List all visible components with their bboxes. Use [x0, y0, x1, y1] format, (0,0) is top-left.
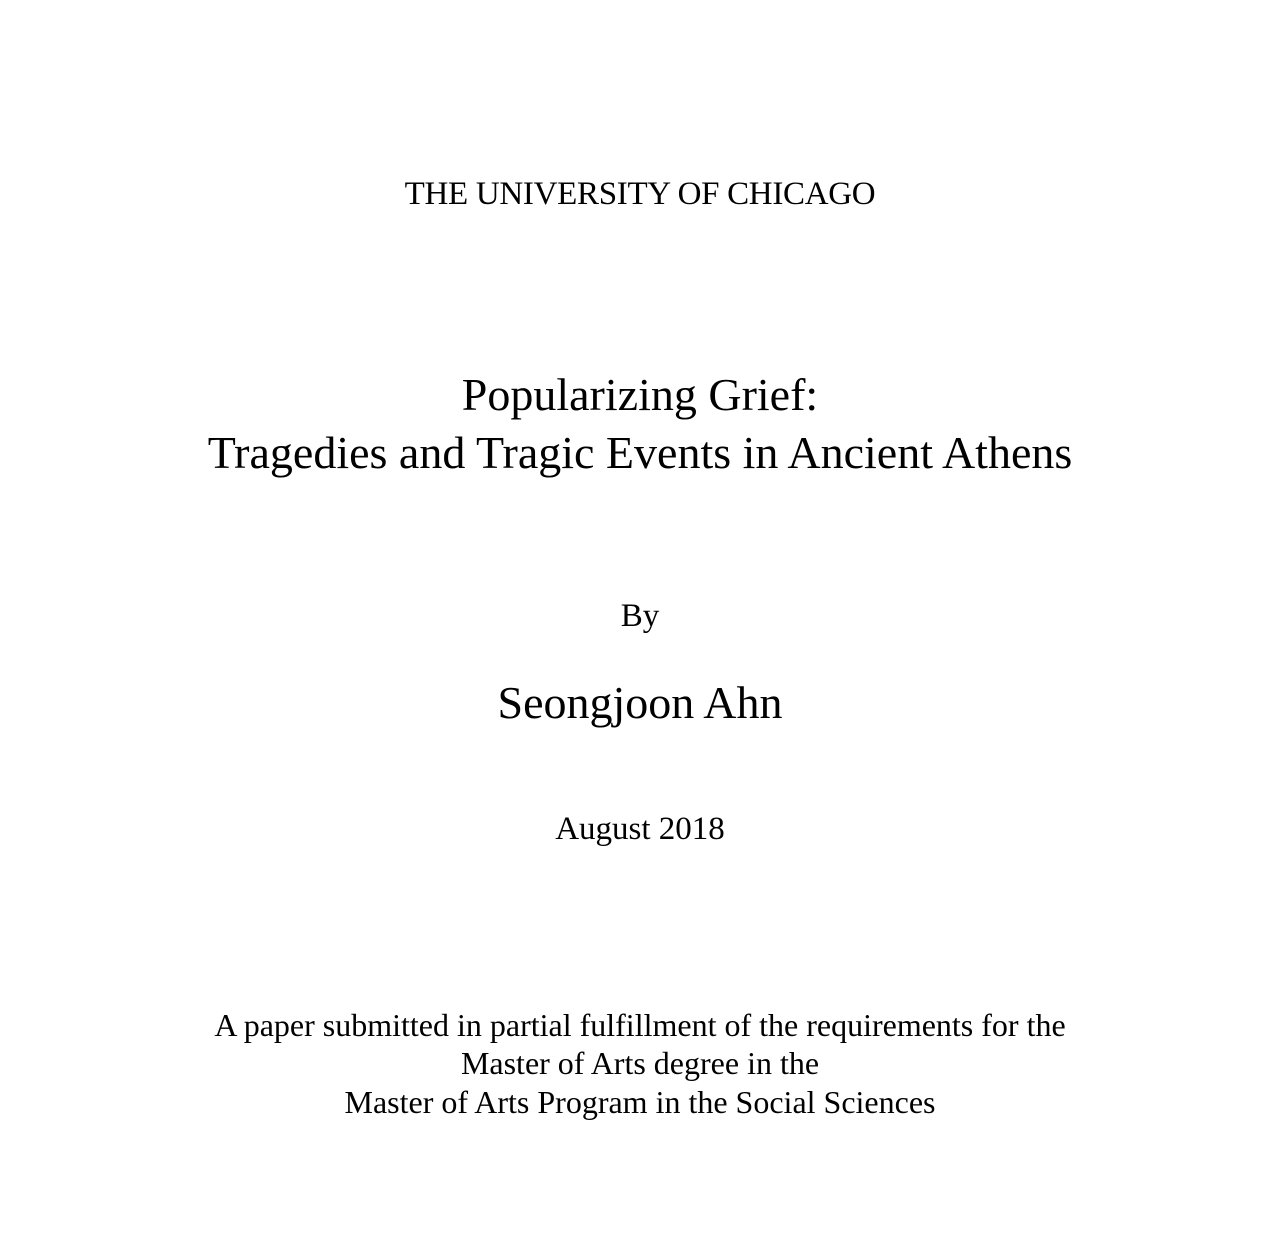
submission-date: August 2018: [555, 811, 725, 847]
submission-statement-line-1: A paper submitted in partial fulfillment of the requirements for the: [214, 1007, 1066, 1043]
institution-name: THE UNIVERSITY OF CHICAGO: [404, 176, 876, 212]
by-label: By: [620, 598, 660, 634]
paper-title-line-1: Popularizing Grief:: [461, 369, 819, 420]
paper-title-line-2: Tragedies and Tragic Events in Ancient Athens: [207, 427, 1073, 478]
author-name: Seongjoon Ahn: [497, 677, 783, 728]
submission-statement-line-2: Master of Arts degree in the: [460, 1045, 820, 1081]
submission-statement-line-3: Master of Arts Program in the Social Sciences: [344, 1084, 936, 1120]
